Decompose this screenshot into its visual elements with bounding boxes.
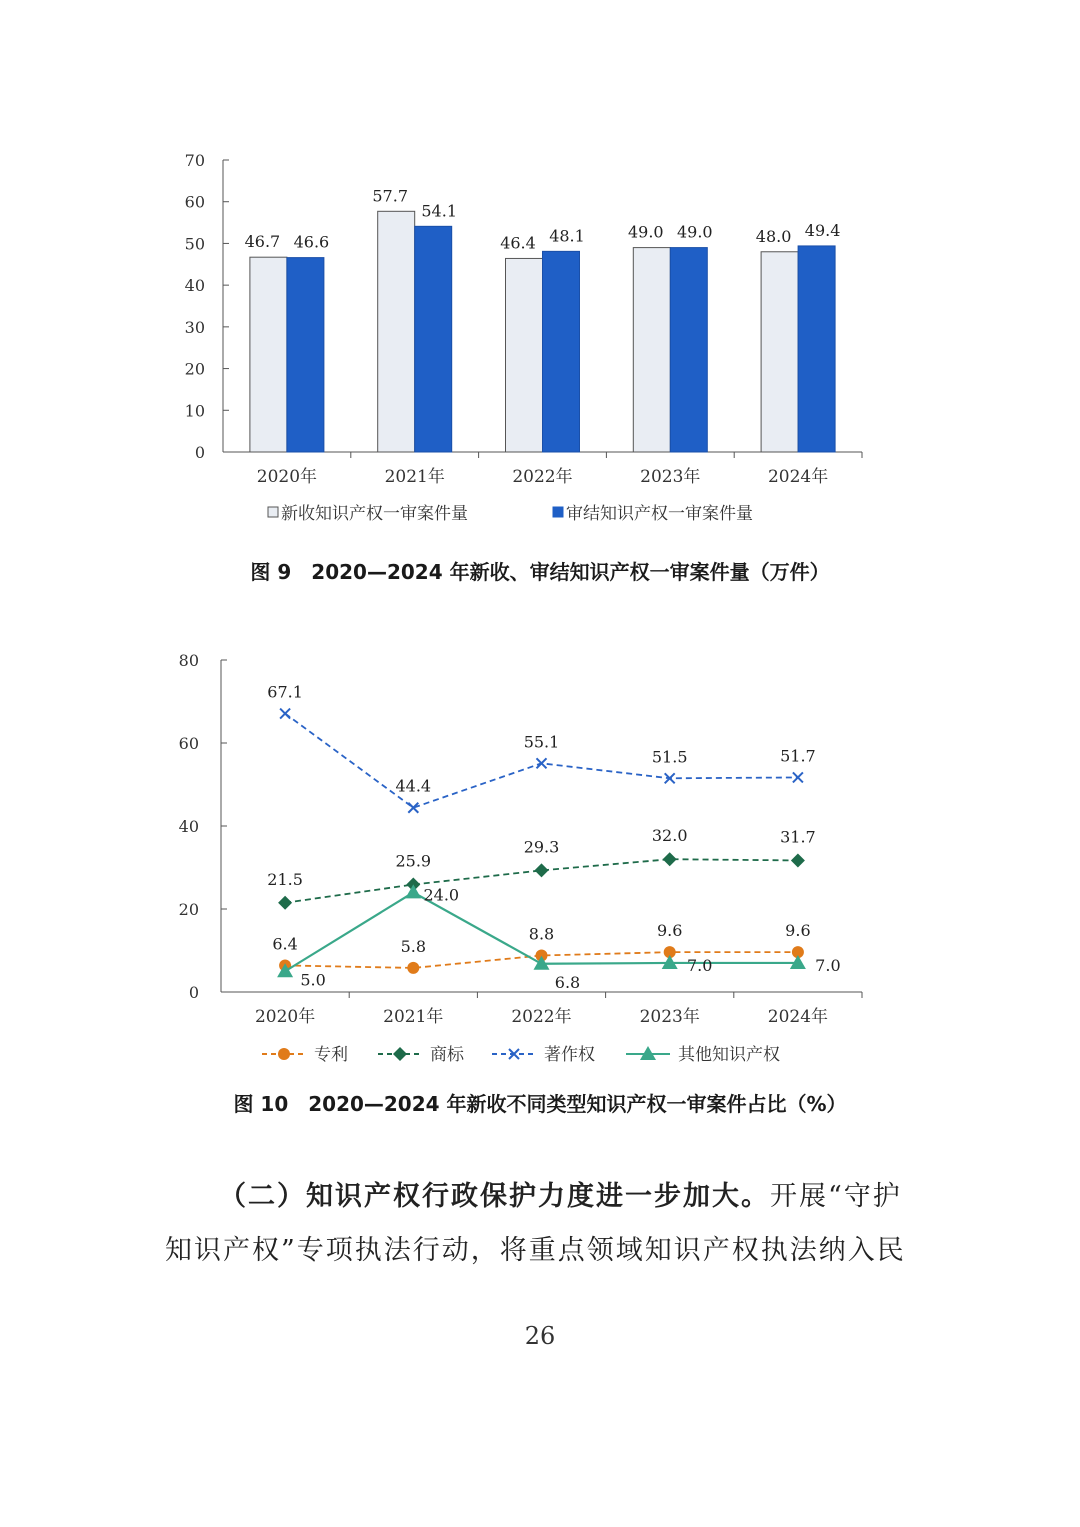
x-tick-label: 2021年 xyxy=(383,1007,444,1027)
data-label: 44.4 xyxy=(395,776,432,796)
y-tick-label: 60 xyxy=(184,192,205,212)
data-label: 9.6 xyxy=(656,921,683,941)
data-label: 49.4 xyxy=(804,220,841,240)
figure-9-caption: 图 9 2020—2024 年新收、审结知识产权一审案件量（万件） xyxy=(250,560,830,584)
y-tick-label: 60 xyxy=(178,734,199,753)
data-label: 5.0 xyxy=(300,970,326,990)
legend-label: 著作权 xyxy=(544,1045,595,1065)
y-tick-label: 10 xyxy=(184,401,205,421)
marker-diamond xyxy=(278,896,292,910)
figure-10-caption: 图 10 2020—2024 年新收不同类型知识产权一审案件占比（%） xyxy=(233,1092,847,1116)
x-tick-label: 2023年 xyxy=(639,1007,700,1027)
legend-label: 审结知识产权一审案件量 xyxy=(566,504,753,524)
y-tick-label: 20 xyxy=(178,900,199,919)
data-label: 25.9 xyxy=(395,851,432,871)
data-label: 29.3 xyxy=(523,837,560,857)
data-label: 48.1 xyxy=(549,226,585,246)
legend-label: 专利 xyxy=(314,1045,348,1065)
marker-diamond xyxy=(393,1047,407,1061)
marker-x xyxy=(537,758,547,768)
y-tick-label: 20 xyxy=(184,359,205,379)
data-label: 7.0 xyxy=(815,955,841,975)
marker-x xyxy=(793,772,803,782)
marker-diamond xyxy=(535,863,549,877)
marker-triangle xyxy=(405,884,421,898)
data-label: 6.8 xyxy=(554,972,581,992)
x-tick-label: 2024年 xyxy=(767,467,829,487)
data-label: 6.4 xyxy=(272,934,298,954)
data-label: 51.5 xyxy=(651,747,688,767)
data-label: 67.1 xyxy=(267,682,303,702)
data-label: 7.0 xyxy=(686,955,713,975)
data-label: 49.0 xyxy=(676,222,713,242)
data-label: 49.0 xyxy=(627,222,664,242)
y-tick-label: 70 xyxy=(184,151,205,170)
data-label: 46.6 xyxy=(293,232,330,252)
data-label: 55.1 xyxy=(523,732,560,752)
marker-circle xyxy=(278,1048,290,1060)
x-tick-label: 2020年 xyxy=(254,1007,316,1027)
y-tick-label: 40 xyxy=(184,276,205,296)
data-label: 9.6 xyxy=(785,921,811,941)
data-label: 21.5 xyxy=(267,869,303,889)
data-label: 31.7 xyxy=(780,827,816,847)
marker-x xyxy=(280,709,290,719)
data-label: 46.7 xyxy=(244,232,281,252)
legend-label: 商标 xyxy=(430,1045,464,1065)
marker-diamond xyxy=(663,852,677,866)
x-tick-label: 2020年 xyxy=(256,467,318,487)
x-tick-label: 2022年 xyxy=(511,1007,572,1027)
data-label: 8.8 xyxy=(528,924,555,944)
legend-label: 其他知识产权 xyxy=(678,1045,780,1065)
data-label: 51.7 xyxy=(780,746,816,766)
legend-label: 新收知识产权一审案件量 xyxy=(281,504,468,524)
y-tick-label: 50 xyxy=(184,234,205,254)
series-line xyxy=(285,714,798,808)
y-tick-label: 40 xyxy=(178,817,199,836)
marker-diamond xyxy=(791,853,805,867)
body-paragraph xyxy=(165,1170,925,1278)
data-label: 54.1 xyxy=(421,201,458,221)
paragraph-text: 开展“守护知识产权”专项执法行动，将重点领域知识产权执法纳入民 xyxy=(165,1181,906,1266)
y-tick-label: 0 xyxy=(188,983,199,1002)
x-tick-label: 2024年 xyxy=(767,1007,829,1027)
x-tick-label: 2023年 xyxy=(640,467,701,487)
y-tick-label: 30 xyxy=(184,317,205,337)
data-label: 24.0 xyxy=(423,885,460,905)
x-tick-label: 2021年 xyxy=(384,467,445,487)
y-tick-label: 80 xyxy=(178,651,199,670)
page-number: 26 xyxy=(524,1322,556,1350)
data-label: 5.8 xyxy=(400,936,427,956)
marker-circle xyxy=(407,962,419,974)
marker-x xyxy=(408,803,418,813)
y-tick-label: 0 xyxy=(194,443,205,462)
data-label: 32.0 xyxy=(651,826,688,846)
paragraph-heading: （二）知识产权行政保护力度进一步加大。 xyxy=(219,1181,770,1212)
data-label: 48.0 xyxy=(755,226,792,246)
data-label: 57.7 xyxy=(372,186,409,206)
data-label: 46.4 xyxy=(500,233,536,253)
x-tick-label: 2022年 xyxy=(512,467,573,487)
